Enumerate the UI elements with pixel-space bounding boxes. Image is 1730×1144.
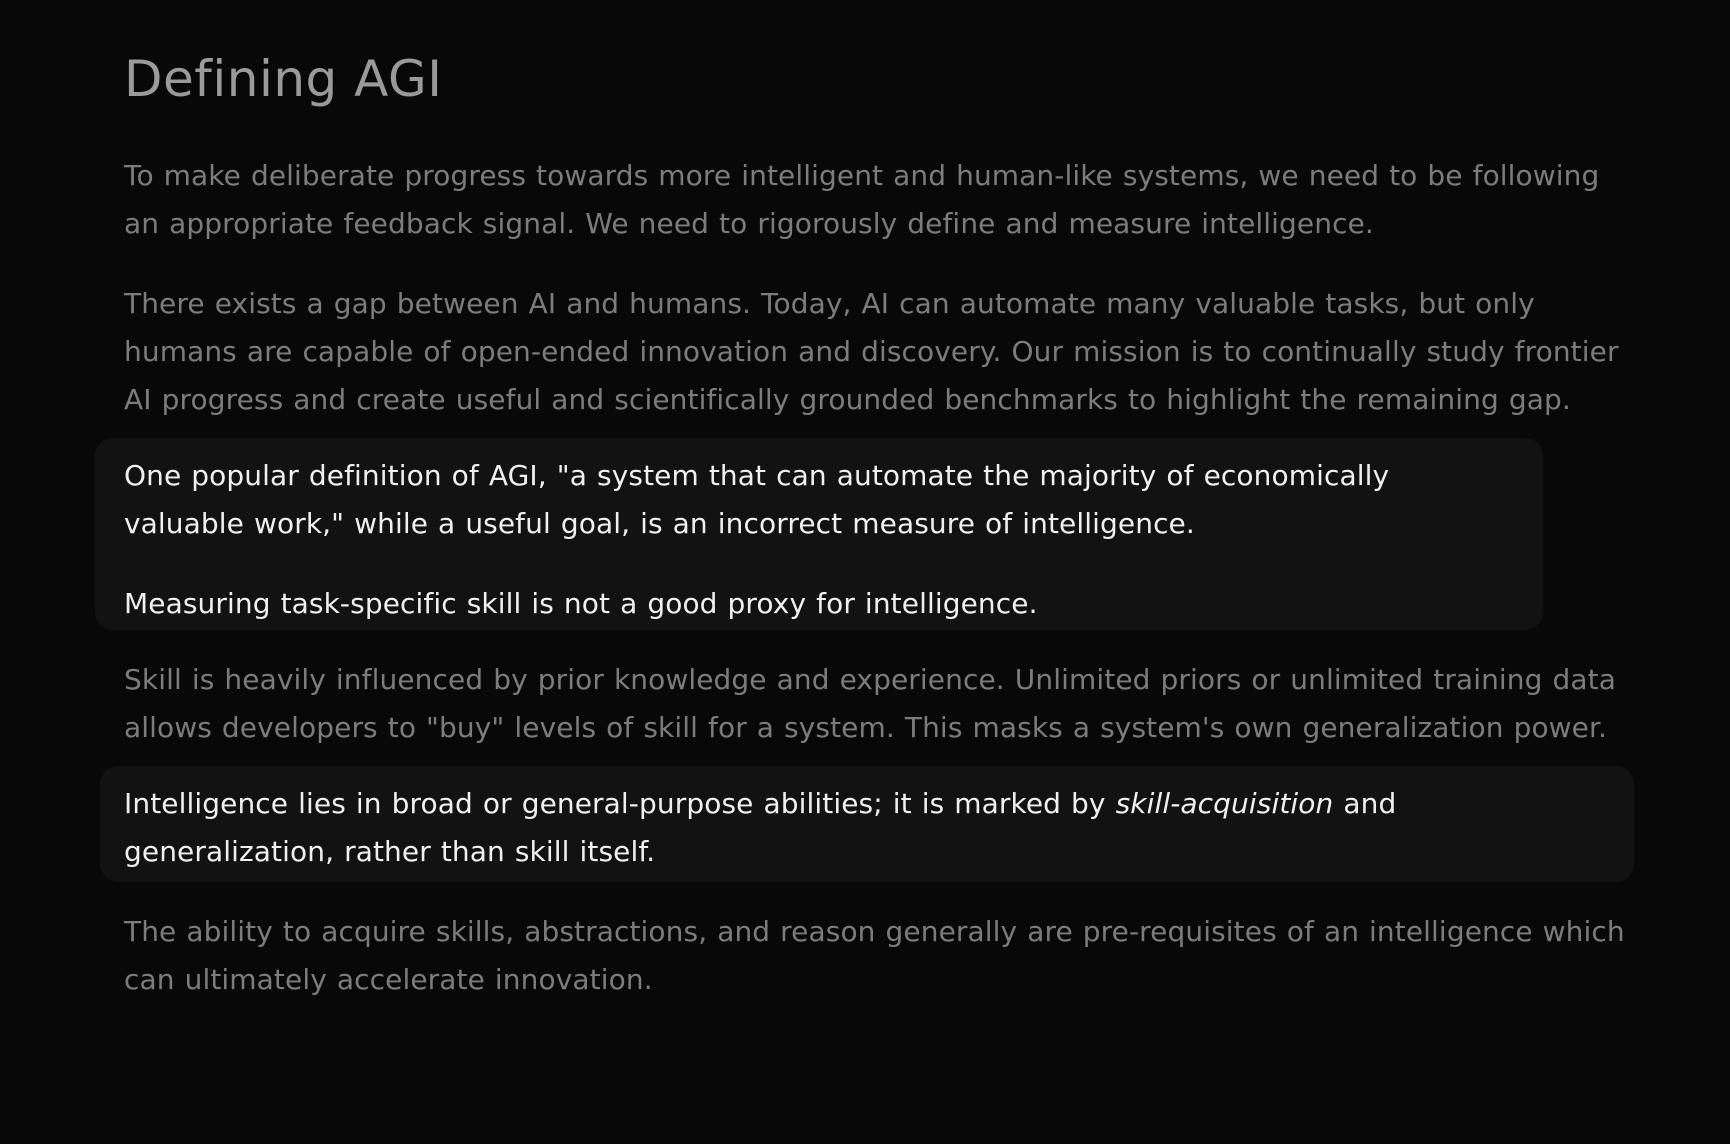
- article: [124, 44, 1634, 1036]
- intelligence-paragraph: [124, 780, 1604, 876]
- intelligence-text-before: Intelligence lies in broad or general-purpose abilities; it is marked by: [124, 787, 1116, 820]
- intro-paragraph: To make deliberate progress towards more intelligent and human-like systems, we need to be following an appropriate feedback signal. We need to rigorously define and measure intelligence.: [124, 159, 1600, 240]
- agi-definition-paragraph: One popular definition of AGI, "a system that can automate the majority of economically valuable work," while a useful goal, is an incorrect measure of intelligence.: [124, 459, 1390, 540]
- skill-influence-paragraph: Skill is heavily influenced by prior knowledge and experience. Unlimited priors or unlimited training data allows developers to "buy" levels of skill for a system. This masks a system's own generalization power.: [124, 663, 1616, 744]
- highlight-block-intelligence: [100, 766, 1634, 882]
- gap-paragraph: There exists a gap between AI and humans. Today, AI can automate many valuable tasks, but only humans are capable of open-ended innovation and discovery. Our mission is to continually study frontier AI progress and create useful and scientifically grounded benchmarks to highlight the remaining gap.: [124, 287, 1619, 416]
- skill-acquisition-emphasis: skill-acquisition: [1115, 787, 1334, 820]
- page-title: Defining AGI: [124, 50, 443, 108]
- skill-proxy-paragraph: Measuring task-specific skill is not a good proxy for intelligence.: [124, 587, 1038, 620]
- highlight-block-definition: [95, 438, 1543, 630]
- intelligence-text-after: and generalization, rather than skill itself.: [124, 787, 1397, 868]
- conclusion-paragraph: The ability to acquire skills, abstractions, and reason generally are pre-requisites of an intelligence which can ultimately accelerate innovation.: [124, 915, 1625, 996]
